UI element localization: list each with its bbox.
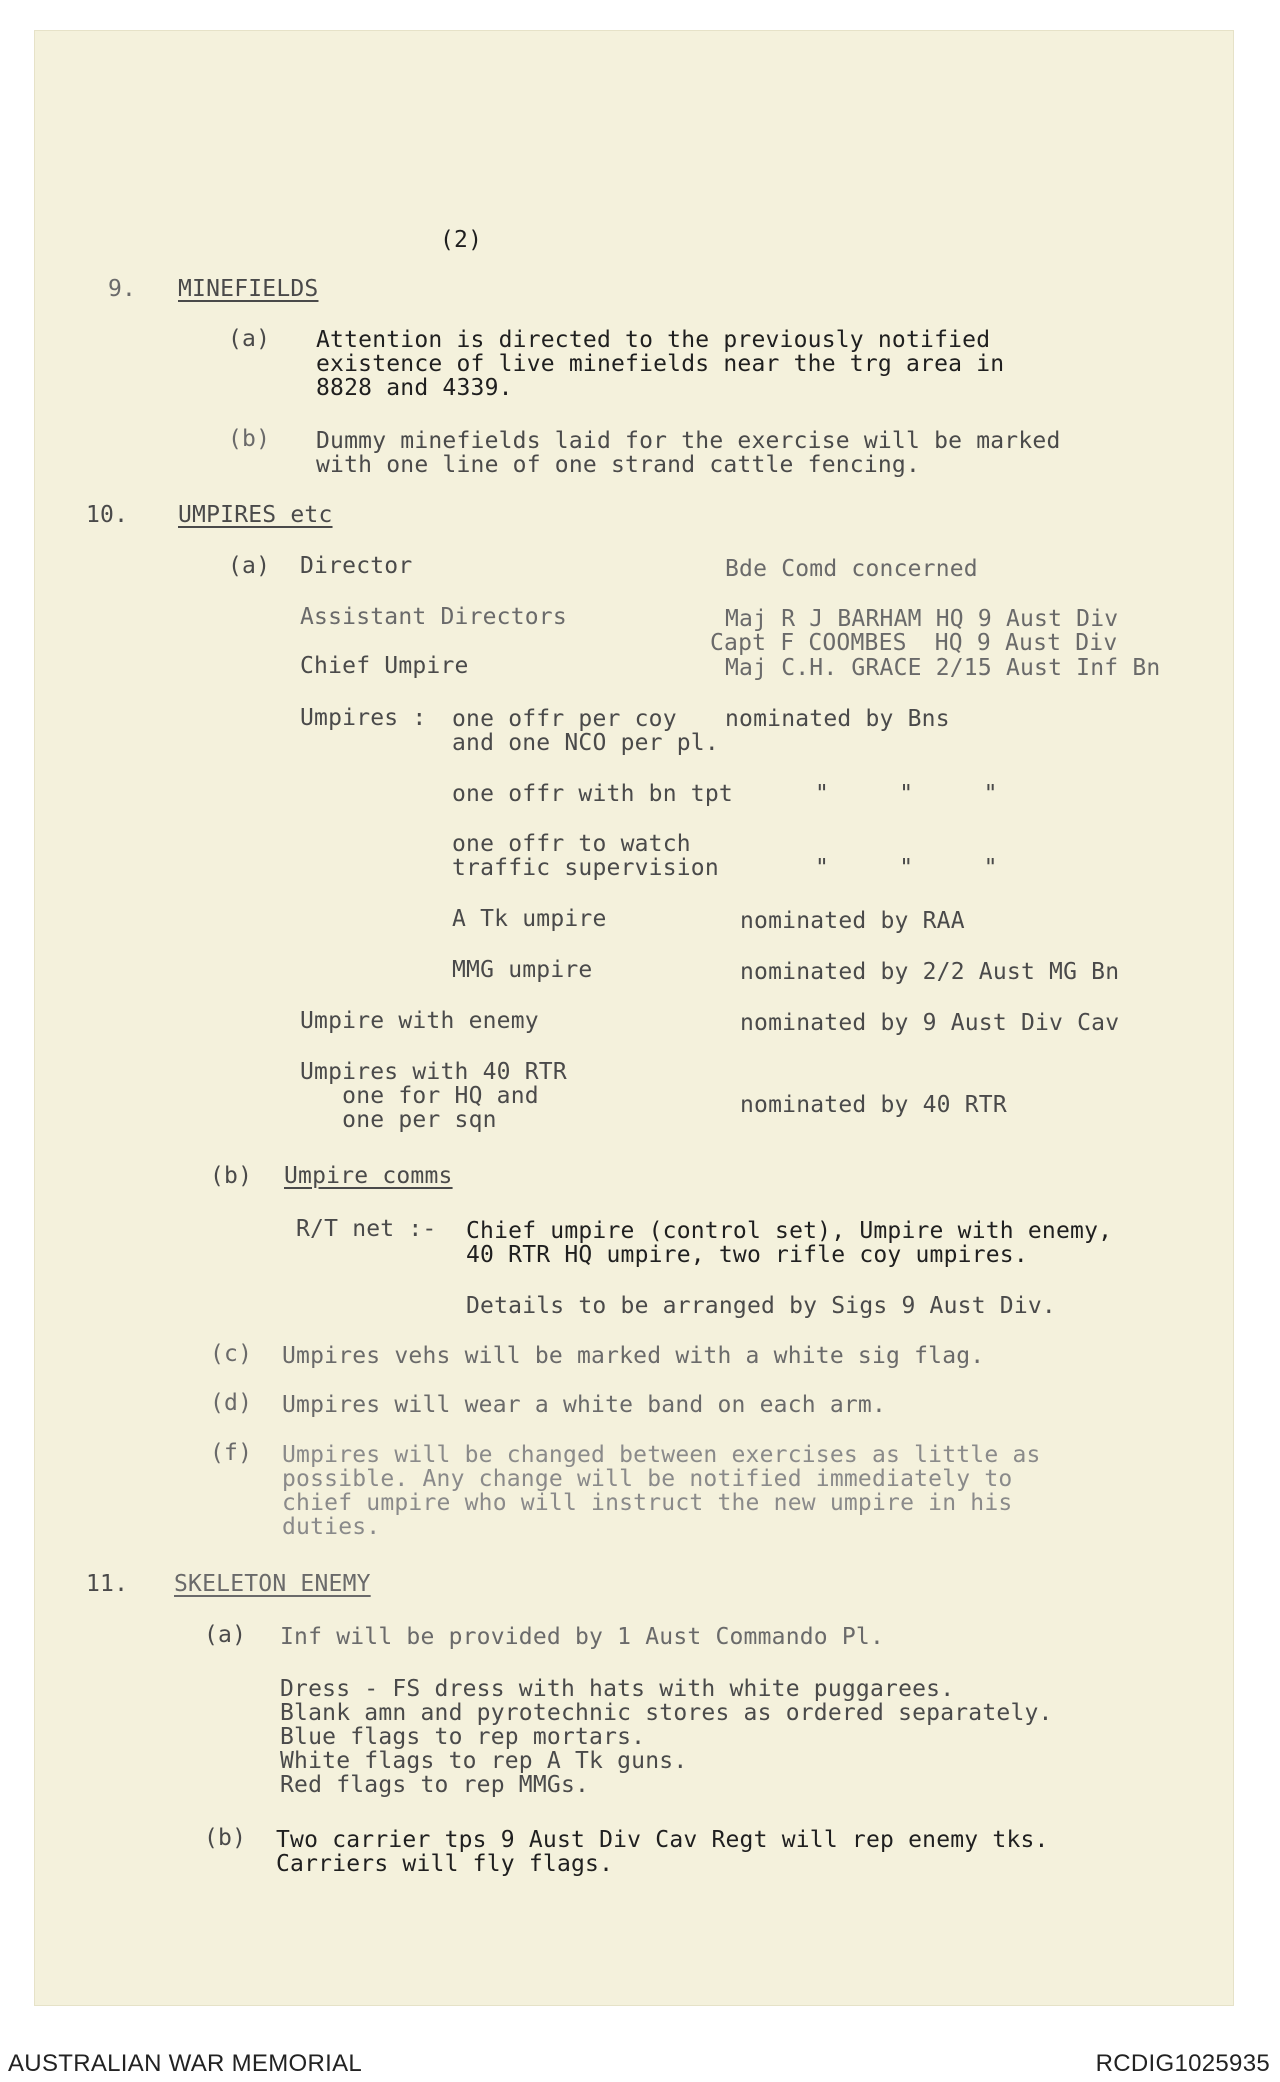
page-number: (2) xyxy=(440,227,483,253)
umpire-7-line-3: one per sqn xyxy=(300,1107,497,1133)
section-11a-text: Inf will be provided by 1 Aust Commando Pl. xyxy=(280,1624,885,1650)
umpire-3-line-2: traffic supervision xyxy=(452,855,719,881)
footer-institution: AUSTRALIAN WAR MEMORIAL xyxy=(8,2050,363,2077)
dress-line-1: Dress - FS dress with hats with white puggarees. xyxy=(280,1676,955,1702)
section-10a-label: (a) xyxy=(228,553,271,579)
section-11a-label: (a) xyxy=(204,1622,247,1648)
umpire-1-value: nominated by Bns xyxy=(725,706,950,732)
section-9b-line-1: Dummy minefields laid for the exercise will be marked xyxy=(316,428,1061,454)
section-10d-label: (d) xyxy=(210,1390,253,1416)
umpire-2-ditto: " " " xyxy=(815,781,998,807)
umpire-1-line-1: one offr per coy xyxy=(452,706,677,732)
section-10f-line-4: duties. xyxy=(282,1514,381,1540)
footer-record-id: RCDIG1025935 xyxy=(1095,2050,1270,2077)
assistant-director-1: Maj R J BARHAM HQ 9 Aust Div xyxy=(725,606,1119,632)
section-9-number: 9. xyxy=(108,276,137,302)
section-9-title: MINEFIELDS xyxy=(178,276,319,302)
section-11b-label: (b) xyxy=(204,1825,247,1851)
section-9a-line-2: existence of live minefields near the trg area in xyxy=(316,351,1005,377)
section-10-number: 10. xyxy=(86,502,129,528)
umpire-4-value: nominated by RAA xyxy=(740,908,965,934)
section-9a-line-3: 8828 and 4339. xyxy=(316,375,513,401)
umpire-7-line-2: one for HQ and xyxy=(300,1083,539,1109)
umpire-6-label: Umpire with enemy xyxy=(300,1008,539,1034)
rt-net-label: R/T net :- xyxy=(296,1216,437,1242)
dress-line-3: Blue flags to rep mortars. xyxy=(280,1724,646,1750)
umpire-1-line-2: and one NCO per pl. xyxy=(452,730,719,756)
umpire-2-label: one offr with bn tpt xyxy=(452,781,733,807)
rt-net-line-2: 40 RTR HQ umpire, two rifle coy umpires. xyxy=(466,1242,1028,1268)
chief-umpire-value: Maj C.H. GRACE 2/15 Aust Inf Bn xyxy=(725,655,1161,681)
director-label: Director xyxy=(300,553,413,579)
section-10c-label: (c) xyxy=(210,1341,253,1367)
section-9a-line-1: Attention is directed to the previously notified xyxy=(316,327,991,353)
assistant-directors-label: Assistant Directors xyxy=(300,604,567,630)
dress-line-2: Blank amn and pyrotechnic stores as ordered separately. xyxy=(280,1700,1053,1726)
section-11b-line-2: Carriers will fly flags. xyxy=(276,1851,614,1877)
section-10f-label: (f) xyxy=(210,1440,253,1466)
umpire-comms-title: Umpire comms xyxy=(284,1163,453,1189)
dress-line-4: White flags to rep A Tk guns. xyxy=(280,1748,688,1774)
umpire-7-value: nominated by 40 RTR xyxy=(740,1092,1007,1118)
section-9b-label: (b) xyxy=(228,426,271,452)
rt-net-line-1: Chief umpire (control set), Umpire with enemy, xyxy=(466,1218,1113,1244)
umpire-3-line-1: one offr to watch xyxy=(452,831,691,857)
section-10b-label: (b) xyxy=(210,1163,253,1189)
section-11-title: SKELETON ENEMY xyxy=(174,1571,371,1597)
umpires-label: Umpires : xyxy=(300,705,427,731)
umpire-5-label: MMG umpire xyxy=(452,957,593,983)
section-9b-line-2: with one line of one strand cattle fencing. xyxy=(316,452,921,478)
umpire-3-ditto: " " " xyxy=(815,855,998,881)
umpire-7-line-1: Umpires with 40 RTR xyxy=(300,1059,567,1085)
dress-line-5: Red flags to rep MMGs. xyxy=(280,1772,590,1798)
section-10c-text: Umpires vehs will be marked with a white sig flag. xyxy=(282,1343,985,1369)
umpire-4-label: A Tk umpire xyxy=(452,906,607,932)
section-11b-line-1: Two carrier tps 9 Aust Div Cav Regt will rep enemy tks. xyxy=(276,1827,1049,1853)
section-10d-text: Umpires will wear a white band on each arm. xyxy=(282,1392,887,1418)
section-9a-label: (a) xyxy=(228,326,271,352)
umpire-6-value: nominated by 9 Aust Div Cav xyxy=(740,1010,1120,1036)
section-10f-line-2: possible. Any change will be notified immediately to xyxy=(282,1466,1013,1492)
section-10-title: UMPIRES etc xyxy=(178,502,333,528)
director-value: Bde Comd concerned xyxy=(725,556,978,582)
umpire-5-value: nominated by 2/2 Aust MG Bn xyxy=(740,959,1120,985)
assistant-director-2: Capt F COOMBES HQ 9 Aust Div xyxy=(710,630,1118,656)
rt-net-details: Details to be arranged by Sigs 9 Aust Div. xyxy=(466,1293,1056,1319)
chief-umpire-label: Chief Umpire xyxy=(300,653,469,679)
section-11-number: 11. xyxy=(86,1571,129,1597)
section-10f-line-1: Umpires will be changed between exercises as little as xyxy=(282,1442,1041,1468)
section-10f-line-3: chief umpire who will instruct the new umpire in his xyxy=(282,1490,1013,1516)
